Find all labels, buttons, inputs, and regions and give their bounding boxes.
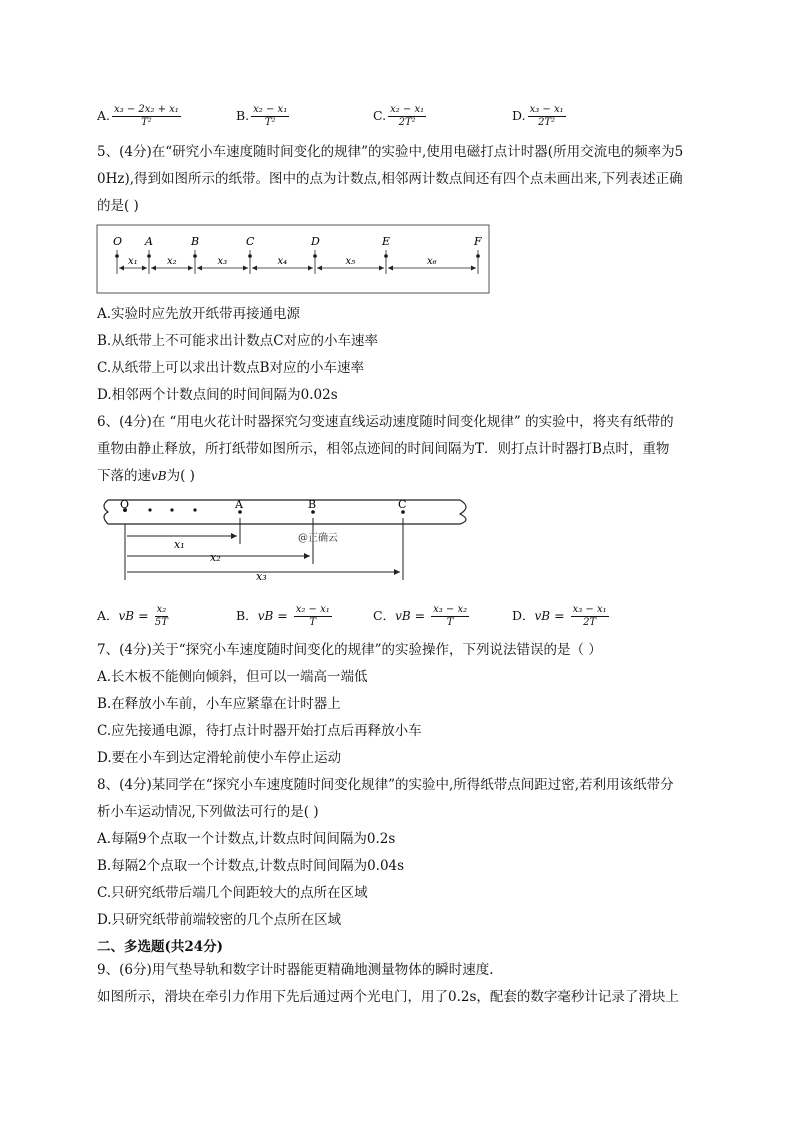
q6-stem-line3 [97, 467, 195, 485]
section-title: 二、多选题(共24分) [97, 939, 224, 955]
arrow-head [317, 266, 322, 271]
q8-stem-line1: 8、(4分)某同学在“探究小车速度随时间变化规律”的实验中,所得纸带点间距过密,若利用该纸带分 [97, 777, 674, 793]
tape-point-label: C [246, 235, 255, 248]
option-letter: C. [373, 108, 387, 123]
q6-tape-figure [100, 494, 475, 588]
arrow-head [119, 266, 124, 271]
fraction [155, 604, 169, 629]
label-x1: x₁ [174, 538, 185, 551]
option-letter: A. [97, 108, 111, 123]
q6-stem-line1: 6、(4分)在 “用电火花计时器探究匀变速直线运动速度随时间变化规律” 的实验中，将夹有纸带的 [97, 414, 674, 430]
q6-stem-tail: 为( ) [166, 468, 195, 484]
arrow-head [394, 569, 400, 575]
q6-option-c: C．vB = $\frac{\text{x₃ − x₂}}{T}$ [373, 604, 468, 628]
tape-label-c: C [398, 498, 407, 511]
q6-option-d: D．vB = $\frac{\text{x₃ − x₁}}{2T}$ [512, 604, 607, 628]
arrow-head [243, 266, 248, 271]
denominator: 2T [583, 617, 597, 628]
watermark: @正确云 [298, 533, 338, 544]
tape-point-label: D [311, 235, 320, 248]
denominator: T [446, 617, 454, 628]
q6-option-b: B．vB = $\frac{\text{x₂ − x₁}}{T}$ [236, 604, 330, 628]
arrow-head [471, 266, 476, 271]
numerator: x₃ − x₁ [572, 604, 607, 615]
fraction [388, 104, 426, 129]
denominator: 2T² [538, 117, 556, 128]
q4-option-d [512, 104, 566, 129]
tape-dot [148, 508, 151, 511]
denominator: 5T [154, 617, 168, 628]
tape-point-label: E [382, 235, 391, 248]
tape-dot [170, 508, 173, 511]
option-letter: C． [373, 608, 396, 623]
tape-label-o: O [120, 498, 130, 511]
q5-stem-line3: 的是( ) [97, 198, 139, 214]
q6-stem-text: 下落的速 [97, 468, 151, 484]
tape-point-label: B [191, 235, 200, 248]
option-letter: D. [512, 108, 526, 123]
q5-option-a: A.实验时应先放开纸带再接通电源 [97, 306, 301, 322]
label-x2: x₂ [210, 551, 221, 564]
fraction [528, 104, 566, 129]
fraction [294, 604, 332, 629]
option-letter: B. [236, 108, 250, 123]
velocity-symbol: vB [534, 609, 551, 623]
velocity-symbol: vB [118, 609, 135, 623]
q6-option-a: A．vB = $\frac{\text{x₂}}{5T}$ [97, 604, 168, 628]
fraction [431, 604, 469, 629]
tape-label-a: A [235, 498, 243, 511]
q5-option-c: C.从纸带上可以求出计数点B对应的小车速率 [97, 360, 365, 376]
q8-option-c: C.只研究纸带后端几个间距较大的点所在区域 [97, 885, 368, 901]
q4-option-b [236, 104, 289, 129]
q7-option-d: D.要在小车到达定滑轮前使小车停止运动 [97, 750, 342, 766]
velocity-symbol: vB [395, 609, 411, 623]
q7-option-a: A.长木板不能侧向倾斜，但可以一端高一端低 [97, 669, 368, 685]
q8-option-b: B.每隔2个点取一个计数点,计数点时间间隔为0.04s [97, 858, 405, 874]
q9-stem-line1: 9、(6分)用气垫导轨和数字计时器能更精确地测量物体的瞬时速度. [97, 962, 494, 978]
segment-label: x₃ [217, 256, 228, 267]
denominator: T² [264, 117, 276, 128]
arrow-head [188, 266, 193, 271]
numerator: x₃ − x₂ [433, 604, 468, 615]
numerator: x₃ − x₁ [529, 104, 564, 115]
fraction [251, 104, 289, 129]
option-letter: D． [512, 608, 535, 623]
q4-option-c [373, 104, 426, 129]
q4-option-a [97, 104, 181, 129]
fraction [112, 104, 181, 129]
velocity-symbol: vB [151, 469, 167, 483]
arrow-head [308, 266, 313, 271]
tape-label-b: B [308, 498, 317, 511]
label-x3: x₃ [256, 570, 267, 583]
q9-stem-line2: 如图所示，滑块在牵引力作用下先后通过两个光电门，用了0.2s，配套的数字毫秒计记录了滑块上 [97, 989, 679, 1005]
segment-label: x₂ [167, 256, 177, 267]
arrow-head [252, 266, 257, 271]
segment-label: x₅ [345, 256, 356, 267]
q5-stem-line2: 0Hz),得到如图所示的纸带。图中的点为计数点,相邻两计数点间还有四个点未画出来,下列表述正确 [97, 171, 683, 187]
q6-stem-line2: 重物由静止释放，所打纸带如图所示，相邻点迹间的时间间隔为T．则打点计时器打B点时，重物 [97, 441, 670, 457]
q8-option-d: D.只研究纸带前端较密的几个点所在区域 [97, 912, 342, 928]
segment-label: x₁ [128, 256, 138, 267]
denominator: T² [141, 117, 152, 128]
q5-tape-figure [96, 224, 492, 296]
segment-label: x₄ [277, 256, 288, 267]
denominator: T [309, 617, 317, 628]
option-letter: A． [97, 608, 119, 623]
tape-outline [104, 500, 466, 524]
tape-point-label: A [145, 235, 153, 248]
q5-stem-line1: 5、(4分)在“研究小车速度随时间变化的规律”的实验中,使用电磁打点计时器(所用交流电的频率为5 [97, 144, 684, 160]
velocity-symbol: vB [257, 609, 274, 623]
denominator: 2T² [398, 117, 416, 128]
numerator: x₂ [156, 604, 167, 615]
arrow-head [231, 533, 237, 539]
tape-dot [193, 508, 196, 511]
q8-stem-line2: 析小车运动情况,下列做法可行的是( ) [97, 804, 319, 820]
arrow-head [388, 266, 393, 271]
fraction [571, 604, 609, 629]
numerator: x₂ − x₁ [390, 104, 425, 115]
numerator: x₂ − x₁ [253, 104, 288, 115]
q7-option-c: C.应先接通电源，待打点计时器开始打点后再释放小车 [97, 723, 422, 739]
arrow-head [197, 266, 202, 271]
arrow-head [142, 266, 147, 271]
segment-label: x₆ [427, 256, 437, 267]
tape-point-label: O [113, 235, 123, 248]
arrow-head [379, 266, 384, 271]
numerator: x₃ − 2x₂ + x₁ [114, 104, 179, 115]
option-letter: B． [236, 608, 258, 623]
tape-point-label: F [474, 235, 482, 248]
q7-stem: 7、(4分)关于“探究小车速度随时间变化的规律”的实验操作，下列说法错误的是（ ） [97, 642, 602, 658]
q7-option-b: B.在释放小车前，小车应紧靠在计时器上 [97, 696, 341, 712]
arrow-head [151, 266, 156, 271]
numerator: x₂ − x₁ [295, 604, 330, 615]
q5-option-d: D.相邻两个计数点间的时间间隔为0.02s [97, 387, 338, 403]
q8-option-a: A.每隔9个点取一个计数点,计数点时间间隔为0.2s [97, 831, 396, 847]
arrow-head [304, 553, 310, 559]
q5-option-b: B.从纸带上不可能求出计数点C对应的小车速率 [97, 333, 379, 349]
